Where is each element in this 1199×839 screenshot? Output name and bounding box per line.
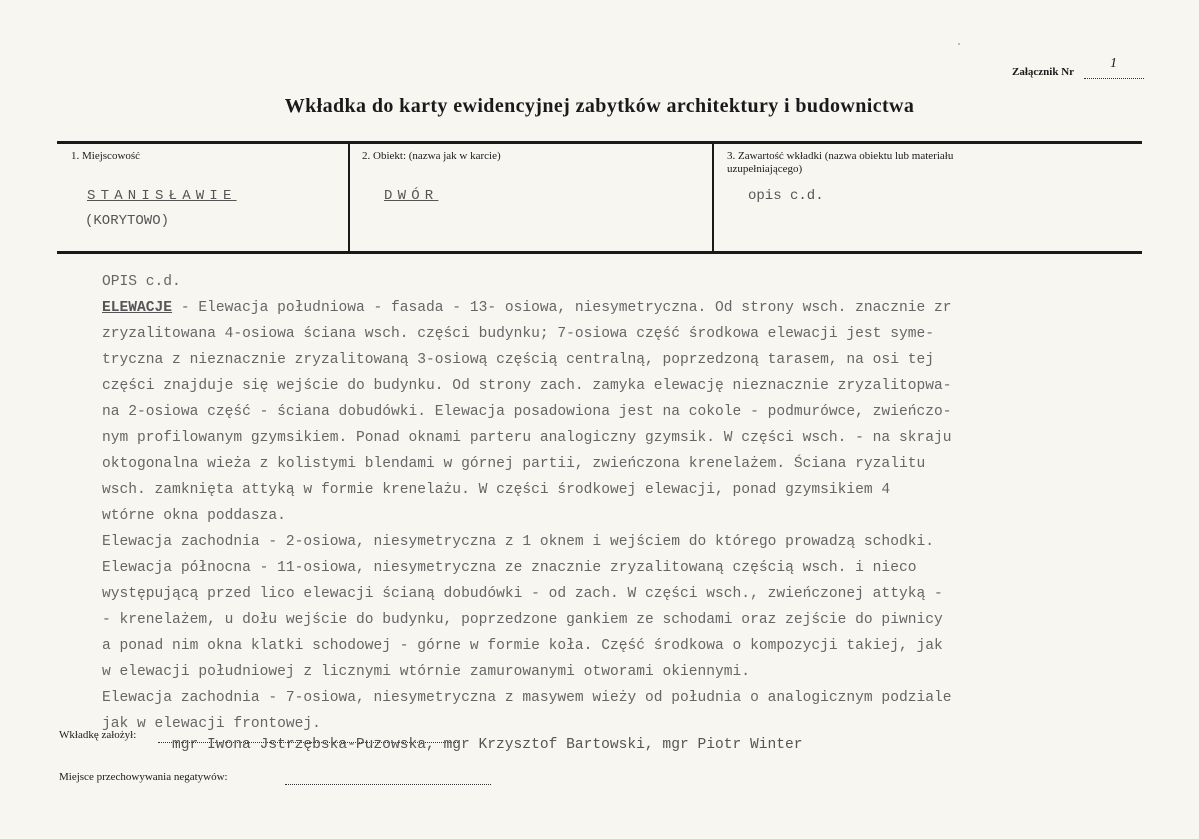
description-line: tryczna z nieznacznie zryzalitowaną 3-osiową częścią centralną, poprzedzoną tarasem, na osi tej (102, 352, 934, 368)
description-line: na 2-osiowa część - ściana dobudówki. Elewacja posadowiona jest na cokole - podmurówce, zwieńczo- (102, 404, 952, 420)
description-line: jak w elewacji frontowej. (102, 716, 321, 732)
description-line: Elewacja północna - 11-osiowa, niesymetryczna ze znacznie zryzalitowaną częścią wsch. i nieco (102, 560, 917, 576)
column-divider-1 (348, 144, 350, 251)
description-line: Elewacja zachodnia - 7-osiowa, niesymetryczna z masywem wieży od południa o analogicznym podziale (102, 690, 952, 706)
description-line: oktogonalna wieża z kolistymi blendami w górnej partii, zwieńczona krenelażem. Ściana ryzalitu (102, 456, 926, 472)
annex-dotted-line (1084, 78, 1144, 79)
annex-number (1012, 56, 1152, 84)
description-line: występującą przed lico elewacji ścianą dobudówki - od zach. W części wsch., zwieńczonej attyką - (102, 586, 943, 602)
description-line-text: - Elewacja południowa - fasada - 13- osiowa, niesymetryczna. Od strony wsch. znacznie zr (172, 300, 952, 316)
object-value: DWÓR (384, 188, 439, 204)
description-line: nym profilowanym gzymsikiem. Ponad oknami parteru analogiczny gzymsik. W części wsch. - na skraju (102, 430, 952, 446)
annex-number-value: 1 (1110, 56, 1117, 71)
description-line (102, 295, 1102, 321)
description-line: Elewacja zachodnia - 2-osiowa, niesymetryczna z 1 oknem i wejściem do którego prowadzą schodki. (102, 534, 934, 550)
object-label: 2. Obiekt: (nazwa jak w karcie) (362, 150, 501, 162)
locality-value: STANISŁAWIE (87, 188, 237, 204)
locality-label: 1. Miejscowość (71, 150, 141, 162)
annex-label: Załącznik Nr (1012, 66, 1075, 78)
column-divider-2 (712, 144, 714, 251)
content-label-line2: uzupełniającego) (727, 163, 803, 175)
form-title: Wkładka do karty ewidencyjnej zabytków architektury i budownictwa (284, 95, 915, 117)
description-line: części znajduje się wejście do budynku. Od strony zach. zamyka elewację nieznacznie zryzalitopwa- (102, 378, 952, 394)
negatives-storage-label: Miejsce przechowywania negatywów: (59, 771, 228, 783)
description-line: a ponad nim okna klatki schodowej - górne w formie koła. Część środkowa o kompozycji takiej, jak (102, 638, 943, 654)
description-line: - krenelażem, u dołu wejście do budynku, poprzedzone gankiem ze schodami oraz zejście do piwnicy (102, 612, 943, 628)
description-line: wsch. zamknięta attyką w formie krenelażu. W części środkowej elewacji, ponad gzymsikiem 4 (102, 482, 891, 498)
prepared-by-value: mgr Iwona Jstrzębska-Puzowska, mgr Krzysztof Bartowski, mgr Piotr Winter (172, 737, 803, 753)
bottom-rule (57, 251, 1142, 254)
section-heading: ELEWACJE (102, 300, 173, 316)
description-line: zryzalitowana 4-osiowa ściana wsch. części budynku; 7-osiowa część środkowa elewacji jest syme- (102, 326, 934, 342)
content-label (727, 150, 1077, 176)
paper-speck (958, 43, 960, 45)
description-opening: OPIS c.d. (102, 274, 181, 290)
prepared-by-label: Wkładkę założył: (59, 729, 137, 741)
content-value: opis c.d. (748, 188, 824, 204)
description-line: w elewacji południowej z licznymi wtórnie zamurowanymi otworami okiennymi. (102, 664, 751, 680)
locality-alt-name: (KORYTOWO) (85, 213, 170, 229)
top-rule (57, 141, 1142, 144)
negatives-storage-dotted-line (285, 784, 491, 785)
description-line: wtórne okna poddasza. (102, 508, 286, 524)
content-label-line1: 3. Zawartość wkładki (nazwa obiektu lub materiału (727, 150, 954, 162)
description-text (102, 269, 1102, 737)
